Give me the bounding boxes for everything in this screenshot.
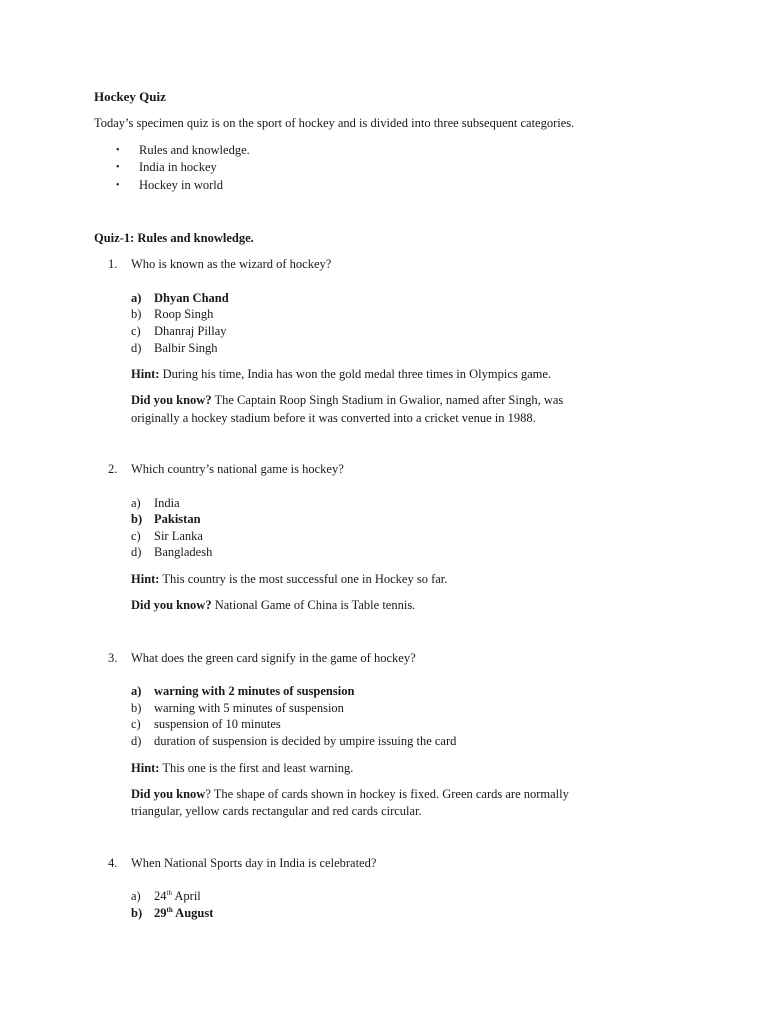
- question-number: 3.: [108, 651, 118, 665]
- option-letter: c): [131, 717, 141, 731]
- hint-line: [131, 368, 551, 381]
- option-month: August: [175, 906, 214, 920]
- did-you-know-text: ? The shape of cards shown in hockey is fixed. Green cards are normally: [205, 787, 569, 801]
- option-letter: a): [131, 684, 142, 698]
- question-text: When National Sports day in India is celebrated?: [131, 856, 377, 870]
- option-text-correct: Pakistan: [154, 512, 201, 526]
- question-number: 4.: [108, 856, 118, 870]
- option-text: Roop Singh: [154, 307, 214, 321]
- option-letter: b): [131, 701, 142, 715]
- question-number: 1.: [108, 257, 118, 271]
- option-letter: b): [131, 512, 143, 526]
- question-number: 2.: [108, 462, 118, 476]
- hint-line: [131, 573, 447, 586]
- option-month: April: [174, 889, 201, 903]
- option-text-correct: Dhyan Chand: [154, 291, 229, 305]
- option-text: Bangladesh: [154, 545, 213, 559]
- page-title: Hockey Quiz: [94, 89, 166, 104]
- question-text: What does the green card signify in the game of hockey?: [131, 651, 416, 665]
- question-text: Which country’s national game is hockey?: [131, 462, 344, 476]
- bullet-icon: •: [116, 162, 120, 173]
- option-letter: a): [131, 889, 141, 903]
- option-day-suffix: th: [166, 888, 172, 897]
- did-you-know-text-cont: triangular, yellow cards rectangular and red cards circular.: [131, 804, 422, 818]
- option-letter: d): [131, 545, 142, 559]
- category-item: Hockey in world: [139, 178, 224, 192]
- option-text: warning with 5 minutes of suspension: [154, 701, 344, 715]
- bullet-icon: •: [116, 145, 120, 156]
- option-letter: c): [131, 529, 141, 543]
- option-letter: c): [131, 324, 141, 338]
- hint-line: [131, 762, 353, 775]
- option-text: Dhanraj Pillay: [154, 324, 227, 338]
- category-item: Rules and knowledge.: [139, 143, 250, 157]
- quiz-heading: Quiz-1: Rules and knowledge.: [94, 231, 254, 245]
- did-you-know-label: Did you know: [131, 787, 206, 801]
- did-you-know-line: [131, 788, 569, 801]
- did-you-know-line: [131, 394, 563, 407]
- option-day: 29: [154, 906, 167, 920]
- hint-text: During his time, India has won the gold medal three times in Olympics game.: [162, 367, 552, 381]
- hint-label: Hint:: [131, 761, 160, 775]
- hint-label: Hint:: [131, 572, 160, 586]
- option-letter: a): [131, 496, 141, 510]
- hint-text: This one is the first and least warning.: [162, 761, 354, 775]
- option-text-correct: [154, 907, 213, 920]
- option-text: Sir Lanka: [154, 529, 203, 543]
- did-you-know-line: [131, 599, 415, 612]
- option-text-correct: warning with 2 minutes of suspension: [154, 684, 355, 698]
- category-item: India in hockey: [139, 160, 217, 174]
- hint-label: Hint:: [131, 367, 160, 381]
- option-letter: b): [131, 307, 142, 321]
- did-you-know-label: Did you know?: [131, 598, 212, 612]
- question-text: Who is known as the wizard of hockey?: [131, 257, 332, 271]
- bullet-icon: •: [116, 180, 120, 191]
- intro-text: Today’s specimen quiz is on the sport of hockey and is divided into three subsequent categories.: [94, 116, 575, 130]
- did-you-know-text: National Game of China is Table tennis.: [214, 598, 416, 612]
- option-letter: d): [131, 341, 142, 355]
- did-you-know-text-cont: originally a hockey stadium before it was converted into a cricket venue in 1988.: [131, 411, 536, 425]
- option-day-suffix: th: [166, 905, 173, 914]
- option-day: 24: [154, 889, 167, 903]
- option-letter: b): [131, 906, 143, 920]
- hint-text: This country is the most successful one in Hockey so far.: [162, 572, 448, 586]
- option-letter: d): [131, 734, 142, 748]
- option-text: suspension of 10 minutes: [154, 717, 281, 731]
- option-text: India: [154, 496, 180, 510]
- option-text: Balbir Singh: [154, 341, 218, 355]
- option-text: [154, 890, 201, 903]
- did-you-know-label: Did you know?: [131, 393, 212, 407]
- option-text: duration of suspension is decided by umpire issuing the card: [154, 734, 457, 748]
- option-letter: a): [131, 291, 142, 305]
- did-you-know-text: The Captain Roop Singh Stadium in Gwalior, named after Singh, was: [214, 393, 564, 407]
